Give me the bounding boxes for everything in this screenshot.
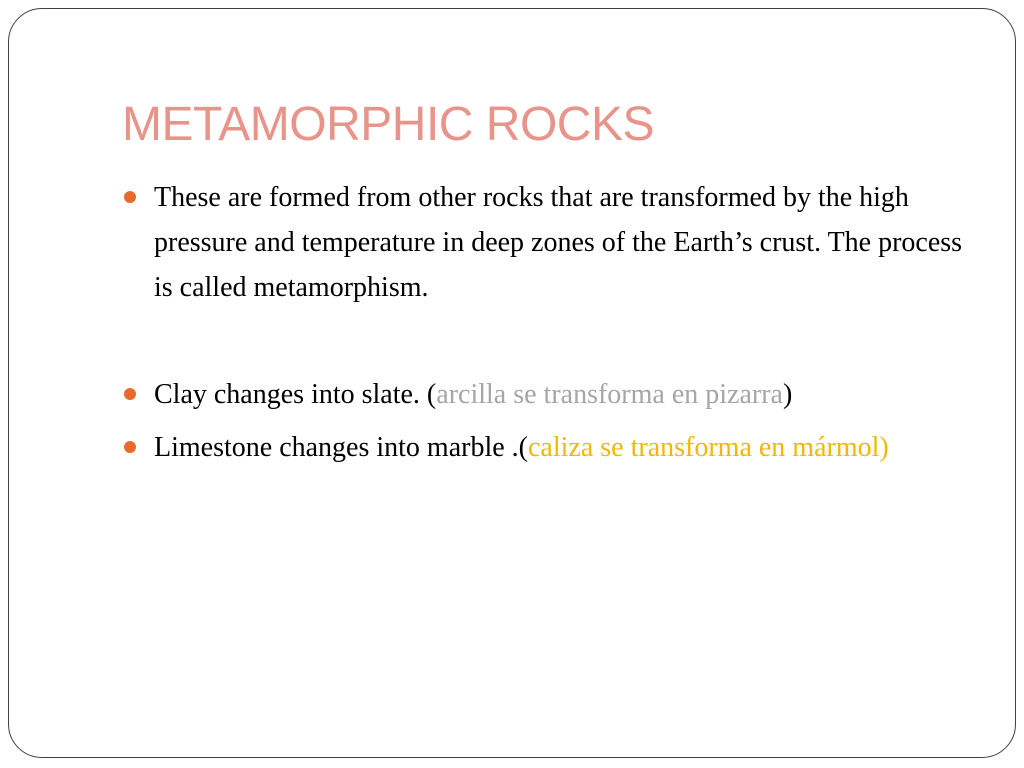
bullet-translation: caliza se transforma en mármol) xyxy=(528,432,889,463)
bullet-suffix: ) xyxy=(782,379,793,410)
bullet-list xyxy=(154,175,974,470)
bullet-text: Clay changes into slate. ( xyxy=(154,379,437,410)
bullet-dot-icon xyxy=(124,388,136,400)
slide-title: METAMORPHIC ROCKS xyxy=(122,98,654,151)
bullet-dot-icon xyxy=(124,191,136,203)
bullet-item xyxy=(154,175,974,310)
bullet-text: These are formed from other rocks that are transformed by the high pressure and temperature in deep zones of the Earth’s crust. The process is called metamorphism. xyxy=(154,182,963,303)
bullet-translation: arcilla se transforma en pizarra xyxy=(436,379,783,410)
bullet-item xyxy=(154,372,974,417)
bullet-item xyxy=(154,425,974,470)
bullet-dot-icon xyxy=(124,441,136,453)
slide xyxy=(8,8,1016,758)
bullet-text: Limestone changes into marble .( xyxy=(154,432,528,463)
